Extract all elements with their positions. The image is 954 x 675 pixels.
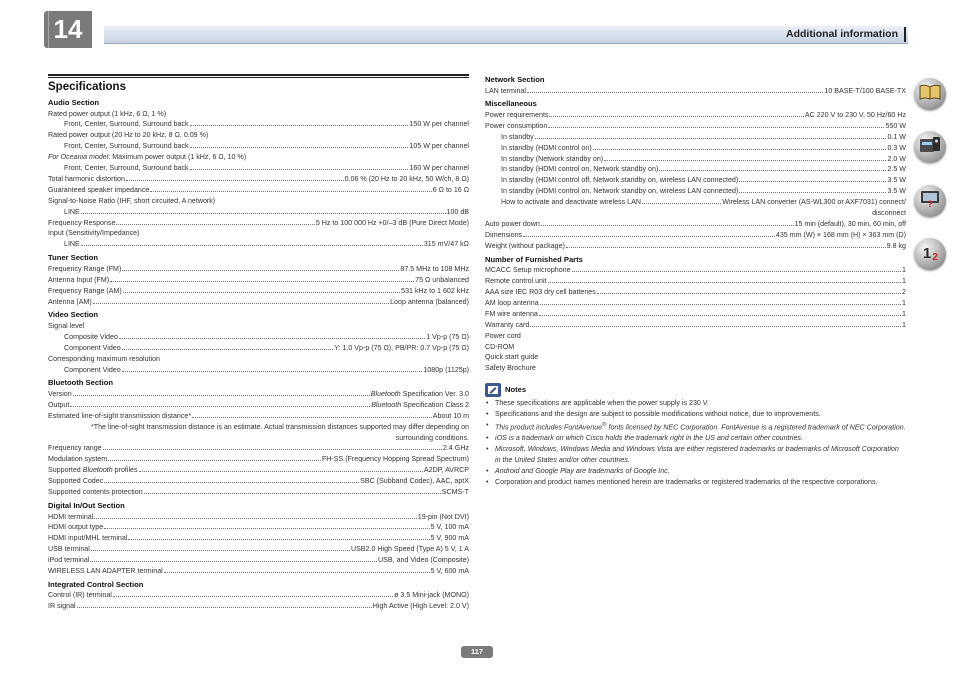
spec-row: [485, 309, 906, 320]
spec-value: 1: [902, 277, 906, 286]
spec-value: 2.5 W: [887, 165, 906, 174]
spec-row: [485, 265, 906, 276]
section-heading: Miscellaneous: [485, 99, 537, 109]
spec-row: [48, 443, 469, 454]
spec-row: [48, 264, 469, 275]
spec-text: Signal level: [48, 321, 85, 330]
spec-text: Safety Brochure: [485, 364, 536, 373]
spec-row: [48, 465, 469, 476]
spec-row: [48, 365, 469, 376]
spec-row: [485, 298, 906, 309]
page-number: 117: [461, 646, 493, 658]
spec-value: 5 V, 900 mA: [430, 534, 469, 543]
spec-value: [371, 400, 469, 411]
spec-label: HDMI output type: [48, 523, 104, 532]
spec-value: ø 3.5 Mini-jack (MONO): [394, 591, 469, 600]
note-text: This product includes FontAvenue: [495, 423, 603, 432]
spec-row: [485, 230, 906, 241]
spec-label: Composite Video: [64, 332, 118, 341]
spec-label: WIRELESS LAN ADAPTER terminal: [48, 567, 163, 576]
note-item: • iOS is a trademark on which Cisco holds the trademark right in the US and certain other countries.: [485, 433, 906, 444]
section-heading: Integrated Control Section: [48, 579, 144, 589]
note-item: • Microsoft, Windows, Windows Media and Windows Vista are either registered trademarks or trademarks of Microsoft Corporation in the United States and/or other countries.: [485, 444, 906, 466]
svg-text:?: ?: [927, 199, 933, 210]
spec-label-text: Supported: [48, 466, 83, 475]
spec-label: HDMI input/MHL terminal: [48, 534, 128, 543]
spec-value: 6 Ω to 16 Ω: [432, 185, 469, 194]
spec-label: Antenna (AM): [48, 297, 92, 306]
divider: [48, 74, 469, 76]
spec-label: Remote control unit: [485, 277, 547, 286]
notes-list: [485, 398, 906, 488]
spec-value: SCMS-T: [441, 488, 469, 497]
spec-row: [48, 601, 469, 612]
spec-label: HDMI terminal: [48, 512, 94, 521]
spec-label: MCACC Setup microphone: [485, 266, 571, 275]
spec-value-text: Specification Class 2: [401, 400, 469, 409]
spec-value: 105 W per channel: [409, 142, 469, 151]
spec-row: [485, 241, 906, 252]
nav-toc-button[interactable]: [914, 78, 946, 110]
spec-value: 1: [902, 309, 906, 318]
spec-value: Wireless LAN converter (AS-WL300 or AXF7031) connect/: [722, 198, 906, 207]
spec-text: : Maximum power output (1 kHz, 6 Ω, 10 %): [108, 153, 247, 162]
spec-label: Component Video: [64, 343, 121, 352]
spec-row: [48, 544, 469, 555]
spec-value: 75 Ω unbalanced: [415, 275, 469, 284]
section-heading: Audio Section: [48, 98, 100, 107]
spec-label: Weight (without package): [485, 241, 565, 250]
section-heading: Digital In/Out Section: [48, 501, 125, 510]
spec-row: [48, 522, 469, 533]
spec-label: Guaranteed speaker impedance: [48, 185, 150, 194]
spec-value: 150 W per channel: [409, 120, 469, 129]
spec-label: In standby (HDMI control off, Network standby on, wireless LAN connected): [501, 176, 739, 185]
spec-value: 531 kHz to 1 602 kHz: [401, 286, 469, 295]
one-two-icon: [919, 242, 941, 266]
spec-row: [48, 411, 469, 422]
spec-label: Power consumption: [485, 121, 548, 130]
spec-value: USB2.0 High Speed (Type A) 5 V, 1 A: [350, 545, 469, 554]
spec-label: In standby (HDMI control on, Network standby on): [501, 165, 659, 174]
spec-row: [48, 286, 469, 297]
spec-row: [48, 218, 469, 229]
spec-label: Front, Center, Surround, Surround back: [64, 142, 189, 151]
spec-value: USB, and Video (Composite): [378, 556, 469, 565]
spec-value: Loop antenna (balanced): [390, 297, 469, 306]
svg-text:2: 2: [932, 252, 938, 263]
spec-row: [48, 566, 469, 577]
note-text: fonts licensed by NEC Corporation. FontAvenue is a registered trademark of NEC Corporation.: [606, 423, 906, 432]
spec-label: Supported contents protection: [48, 488, 143, 497]
spec-value: 1: [902, 320, 906, 329]
spec-text: Rated power output (1 kHz, 6 Ω, 1 %): [48, 109, 167, 118]
spec-row: [485, 186, 906, 197]
spec-label: Supported Codec: [48, 477, 104, 486]
spec-value: 0.1 W: [887, 132, 906, 141]
spec-label: Front, Center, Surround, Surround back: [64, 164, 189, 173]
spec-label: Frequency range: [48, 444, 102, 453]
spec-label: Frequency Range (FM): [48, 264, 122, 273]
spec-row: [48, 476, 469, 487]
spec-value: 1: [902, 266, 906, 275]
section-heading: Number of Furnished Parts: [485, 254, 583, 264]
spec-value: AC 220 V to 230 V, 50 Hz/60 Hz: [804, 110, 906, 119]
spec-row: [48, 239, 469, 250]
pencil-note-icon: [485, 383, 501, 397]
spec-label: Antenna Input (FM): [48, 275, 110, 284]
spec-label: iPod terminal: [48, 556, 90, 565]
spec-label: Auto power down: [485, 219, 540, 228]
left-column: [48, 74, 469, 612]
spec-row: [485, 143, 906, 154]
page-title: Specifications: [48, 81, 126, 93]
spec-row: [48, 533, 469, 544]
question-icon: [919, 189, 941, 213]
spec-label: Frequency Range (AM): [48, 286, 122, 295]
spec-value: 2.0 W: [887, 154, 906, 163]
spec-label-text: profiles: [112, 466, 138, 475]
spec-value: 1 Vp-p (75 Ω): [426, 332, 469, 341]
nav-faq-button[interactable]: [914, 185, 946, 217]
spec-label: Component Video: [64, 365, 121, 374]
spec-label: Control (IR) terminal: [48, 591, 112, 600]
note-item: • Android and Google Play are trademarks of Google Inc.: [485, 466, 906, 477]
spec-value: 160 W per channel: [409, 164, 469, 173]
spec-value: SBC (Subband Codec), AAC, aptX: [360, 477, 469, 486]
spec-row: [48, 185, 469, 196]
section-heading: Tuner Section: [48, 253, 99, 263]
spec-value: 5 Hz to 100 000 Hz +0/–3 dB (Pure Direct Mode): [315, 218, 469, 227]
spec-row: [48, 275, 469, 286]
spec-row: [485, 154, 906, 165]
spec-text: Quick start guide: [485, 353, 539, 362]
spec-row: [48, 297, 469, 308]
spec-row: [48, 141, 469, 152]
spec-label: Warranty card: [485, 320, 530, 329]
spec-label: LINE: [64, 240, 80, 249]
spec-row: [485, 276, 906, 287]
spec-row: [48, 174, 469, 185]
spec-row: [485, 320, 906, 331]
spec-row: [48, 343, 469, 354]
spec-row: [485, 132, 906, 143]
spec-row: [48, 332, 469, 343]
spec-label: AAA size IEC R03 dry cell batteries: [485, 288, 596, 296]
spec-value: Y: 1.0 Vp-p (75 Ω), PB/PR: 0.7 Vp-p (75 Ω): [334, 343, 469, 352]
spec-text: Corresponding maximum resolution: [48, 354, 160, 363]
spec-value: 1080p (1125p): [423, 365, 469, 374]
spec-row: [48, 487, 469, 498]
spec-row: [48, 400, 469, 411]
spec-row: [485, 219, 906, 230]
spec-value: 1: [902, 298, 906, 307]
right-column: [485, 72, 906, 488]
spec-value: 550 W: [885, 121, 906, 130]
spec-label: In standby: [501, 132, 534, 141]
spec-row: [48, 590, 469, 601]
spec-value: [371, 389, 469, 400]
spec-row: [485, 164, 906, 175]
spec-label: In standby (Network standby on): [501, 154, 604, 163]
book-icon: [919, 84, 941, 104]
spec-value: 100 dB: [446, 207, 469, 216]
header-bar: [104, 26, 908, 44]
section-heading: Bluetooth Section: [48, 378, 113, 388]
spec-label: Version: [48, 389, 72, 398]
spec-row: [48, 512, 469, 523]
note-item: • Corporation and product names mentioned herein are trademarks or registered trademarks of the respective corporations.: [485, 477, 906, 488]
spec-label: Total harmonic distortion: [48, 174, 125, 183]
spec-text-italic: For Oceania model: [48, 153, 109, 162]
spec-value: 87.5 MHz to 108 MHz: [400, 264, 469, 273]
spec-footnote: *The line-of-sight transmission distance is an estimate. Actual transmission distances supported may differ depending on surrounding conditions.: [90, 422, 469, 442]
chapter-number: 14: [44, 11, 92, 48]
spec-label: AM loop antenna: [485, 298, 539, 307]
divider: [48, 77, 469, 78]
spec-row: [485, 86, 906, 97]
spec-label: FM wire antenna: [485, 309, 538, 318]
notes-header: [485, 383, 906, 397]
spec-value: 2: [902, 288, 906, 296]
spec-row: [48, 163, 469, 174]
section-heading: Video Section: [48, 310, 99, 320]
spec-row: [485, 175, 906, 186]
note-item: [485, 420, 906, 433]
spec-label-italic: Bluetooth: [82, 466, 113, 475]
spec-text: Power cord: [485, 331, 521, 340]
spec-label: USB terminal: [48, 545, 90, 554]
spec-value: FH-SS (Frequency Hopping Spread Spectrum): [321, 455, 469, 464]
note-item: • Specifications and the design are subject to possible modifications without notice, due to improvements.: [485, 409, 906, 420]
spec-text: disconnect: [872, 209, 906, 218]
spec-value: 3.5 W: [887, 176, 906, 185]
spec-label: Dimensions: [485, 230, 523, 239]
spec-label: Output: [48, 400, 70, 409]
spec-text: Rated power output (20 Hz to 20 kHz, 8 Ω, 0.09 %): [48, 131, 209, 140]
spec-row: [485, 121, 906, 132]
header-title: Additional information: [786, 28, 898, 40]
spec-label: IR signal: [48, 602, 76, 611]
notes-title: Notes: [505, 384, 527, 394]
spec-value: A2DP, AVRCP: [423, 466, 469, 475]
spec-value: 5 V, 600 mA: [430, 567, 469, 576]
spec-label: Frequency Response: [48, 218, 116, 227]
spec-label: Modulation system: [48, 455, 108, 464]
spec-value: High Active (High Level: 2.0 V): [372, 602, 469, 611]
spec-label: Estimated line-of-sight transmission distance*: [48, 411, 192, 420]
spec-text: Signal-to-Noise Ratio (IHF, short circuited, A network): [48, 196, 216, 205]
spec-label: In standby (HDMI control on, Network standby on, wireless LAN connected): [501, 187, 739, 196]
spec-text: [48, 152, 469, 163]
section-heading: Network Section: [485, 75, 545, 84]
spec-row: [48, 119, 469, 130]
spec-label: In standby (HDMI control on): [501, 143, 592, 152]
spec-row: [48, 389, 469, 400]
spec-label: LAN terminal: [485, 86, 527, 95]
nav-operation-button[interactable]: [914, 131, 946, 163]
spec-row: [485, 287, 906, 298]
spec-value: 0.3 W: [887, 143, 906, 152]
spec-text: CD-ROM: [485, 342, 515, 351]
spec-text: Input (Sensitivity/Impedance): [48, 229, 140, 238]
spec-label: How to activate and deactivate wireless LAN: [501, 198, 641, 207]
spec-value: About 10 m: [432, 411, 469, 420]
spec-row: [48, 555, 469, 566]
spec-label: LINE: [64, 207, 80, 216]
spec-row: [485, 110, 906, 121]
registered-mark: ®: [602, 422, 607, 429]
spec-value: 315 mV/47 kΩ: [423, 240, 469, 249]
spec-value: 19-pin (Not DVI): [417, 512, 469, 521]
spec-value: 5 V, 100 mA: [430, 523, 469, 532]
note-item: • These specifications are applicable when the power supply is 230 V.: [485, 398, 906, 409]
spec-value: 9.8 kg: [886, 241, 906, 250]
svg-text:1: 1: [922, 245, 932, 263]
spec-row: [48, 207, 469, 218]
spec-row: [485, 197, 906, 208]
spec-value: 2.4 GHz: [442, 444, 469, 453]
spec-value: 3.5 W: [887, 187, 906, 196]
spec-value: 10 BASE-T/100 BASE-TX: [824, 86, 906, 95]
spec-value: 435 mm (W) × 168 mm (H) × 363 mm (D): [775, 230, 906, 239]
spec-label: [48, 465, 138, 476]
spec-value: 15 min (default), 30 min, 60 min, off: [794, 219, 906, 228]
spec-row: [48, 454, 469, 465]
nav-basics-button[interactable]: [914, 238, 946, 270]
spec-label: Front, Center, Surround, Surround back: [64, 120, 189, 129]
spec-value-italic: Bluetooth: [371, 400, 402, 409]
spec-value: 0.06 % (20 Hz to 20 kHz, 50 W/ch, 8 Ω): [344, 174, 469, 183]
spec-value-italic: Bluetooth: [370, 389, 401, 398]
spec-value-text: Specification Ver. 3.0: [400, 389, 469, 398]
spec-label: Power requirements: [485, 110, 549, 119]
receiver-icon: [919, 136, 941, 158]
